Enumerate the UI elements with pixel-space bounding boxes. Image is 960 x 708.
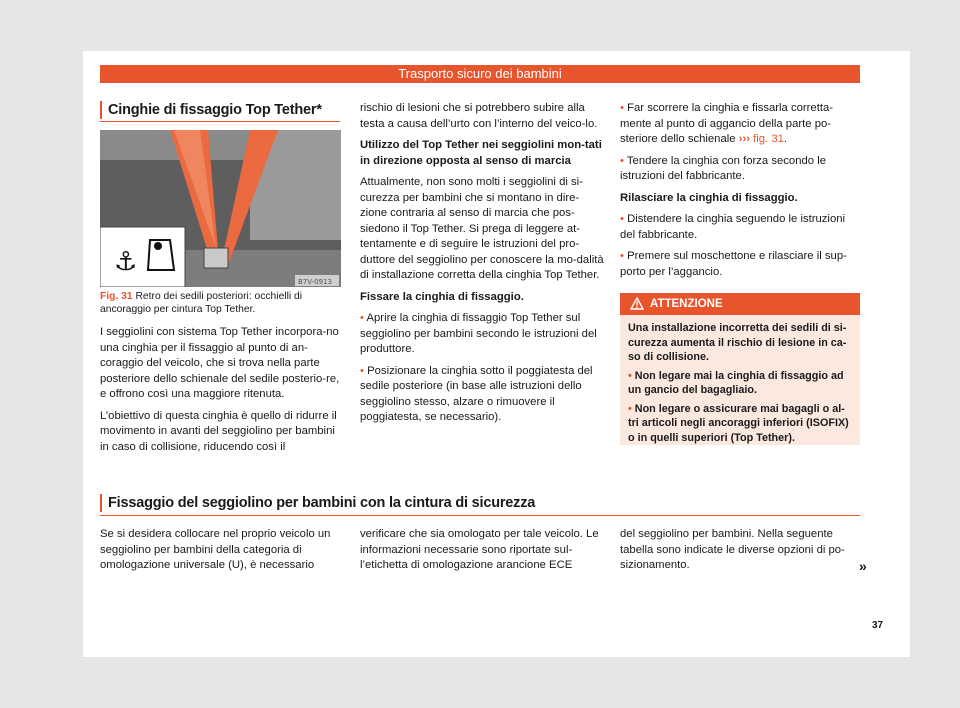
col2-bullet-1 — [360, 311, 605, 358]
bullet-icon: • — [620, 250, 624, 262]
warning-title: ATTENZIONE — [650, 298, 723, 310]
warning-bullet-2 — [628, 402, 852, 446]
section-title-seatbelt — [100, 494, 535, 512]
continue-icon: » — [859, 558, 867, 574]
col3-bullet-1-text: Far scorrere la cinghia e fissarla corretta-mente al punto di aggancio della parte po-steriore dello schienale — [620, 102, 834, 145]
col3-bullet-1-end: . — [783, 133, 788, 145]
bullet-icon: • — [628, 402, 632, 415]
bullet-icon: • — [628, 369, 632, 382]
col3-bullet-3-text: Distendere la cinghia seguendo le istruzioni del fabbricante. — [620, 213, 846, 241]
col3-bullet-3 — [620, 212, 860, 243]
section2-text-1: Se si desidera collocare nel proprio veicolo un seggiolino per bambini della categoria di omologazione universale (U), è necessario — [100, 528, 331, 571]
figure-31 — [100, 130, 341, 287]
section-title-text: Fissaggio del seggiolino per bambini con la cintura di sicurezza — [108, 495, 536, 511]
col3-bullet-4-text: Premere sul moschettone e rilasciare il sup-porto per l’aggancio. — [620, 250, 847, 278]
warning-bullet-1-text: Non legare mai la cinghia di fissaggio ad un gancio del bagagliaio. — [628, 369, 844, 396]
warning-intro: Una installazione incorretta dei sedili di si-curezza aumenta il rischio di lesione in ca-so di collisione. — [628, 322, 847, 363]
section-title-text: Cinghie di fissaggio Top Tether* — [108, 102, 322, 118]
section-rule — [100, 515, 860, 516]
warning-bullet-1 — [628, 369, 852, 398]
bullet-icon: • — [360, 364, 364, 377]
bullet-icon: • — [360, 312, 364, 324]
col2-heading-usage: Utilizzo del Top Tether nei seggiolini mon-tati in direzione opposta al senso di marcia — [360, 139, 602, 167]
section2-text-2: verificare che sia omologato per tale veicolo. Le informazioni necessarie sono riportate sul-l’etichetta di omologazione arancione ECE — [360, 528, 599, 571]
page-header: Trasporto sicuro dei bambini — [100, 65, 860, 83]
svg-text:⚓: ⚓ — [114, 247, 138, 277]
col2-bullet-1-text: Aprire la cinghia di fissaggio Top Tether sul seggiolino per bambini secondo le istruzioni del produttore. — [360, 312, 597, 355]
figure-reference-link[interactable]: fig. 31 — [753, 133, 784, 145]
figure-caption-text: Retro dei sedili posteriori: occhielli di ancoraggio per cintura Top Tether. — [100, 291, 303, 315]
section2-text-3: del seggiolino per bambini. Nella seguente tabella sono indicate le diverse opzioni di po-sizionamento. — [620, 528, 845, 571]
figure-image — [100, 130, 341, 287]
bullet-icon: • — [620, 102, 624, 114]
col2-bullet-2 — [360, 364, 605, 426]
section2-column-3 — [620, 527, 858, 580]
col1-paragraph-1: I seggiolini con sistema Top Tether incorpora-no una cinghia per il fissaggio al punto di an-coraggio del veicolo, che si trova nella parte posteriore dello schienale del sedile posterio-re, e offrono così una maggiore ritenuta. — [100, 326, 340, 400]
warning-box — [620, 293, 860, 445]
reference-arrows: ››› — [738, 133, 750, 145]
bullet-icon: • — [620, 154, 624, 167]
warning-body — [620, 315, 860, 445]
warning-header — [620, 293, 860, 315]
warning-triangle-icon — [630, 297, 644, 310]
figure-number: Fig. 31 — [100, 291, 133, 302]
bullet-icon: • — [620, 213, 624, 225]
page-number: 37 — [872, 620, 884, 631]
section2-column-1 — [100, 527, 343, 580]
figure-code: B7V-0913 — [298, 278, 332, 286]
col3-bullet-1 — [620, 101, 860, 148]
section-rule — [100, 121, 340, 122]
col3-heading-release: Rilasciare la cinghia di fissaggio. — [620, 191, 798, 204]
column-3 — [620, 101, 860, 286]
col2-paragraph-1: rischio di lesioni che si potrebbero subire alla testa a causa dell’urto con l’interno del veico-lo. — [360, 102, 598, 130]
col3-bullet-2-text: Tendere la cinghia con forza secondo le istruzioni del fabbricante. — [620, 154, 826, 182]
col2-bullet-2-text: Posizionare la cinghia sotto il poggiatesta del sedile posteriore (in base alle istruzioni dello seggiolino stesso, alzare o rimuovere il poggiatesta, se necessario). — [360, 364, 593, 423]
section2-column-2 — [360, 527, 605, 580]
col2-paragraph-2: Attualmente, non sono molti i seggiolini di si-curezza per bambini che si montano in dire-zione contraria al senso di marcia che pos-siedono il Top Tether. Si prega di leggere at-tentamente e di seguire le istruzioni del pro-duttore del seggiolino per conoscere la mo-dalità di installazione corretta della cinghia Top Tether. — [360, 176, 604, 281]
col1-paragraph-2: L’obiettivo di questa cinghia è quello di ridurre il movimento in avanti del seggiolino per bambini in caso di collisione, riducendo così il — [100, 409, 337, 453]
warning-bullet-2-text: Non legare o assicurare mai bagagli o al-tri articoli negli ancoraggi inferiori (ISOFIX) o in quelli superiori (Top Tether). — [628, 402, 849, 444]
column-2 — [360, 101, 605, 432]
column-1 — [100, 325, 343, 461]
col3-bullet-4 — [620, 249, 860, 280]
col2-heading-fix: Fissare la cinghia di fissaggio. — [360, 290, 524, 303]
figure-caption — [100, 291, 341, 316]
col3-bullet-2 — [620, 154, 860, 185]
section-title-top-tether — [100, 101, 322, 119]
